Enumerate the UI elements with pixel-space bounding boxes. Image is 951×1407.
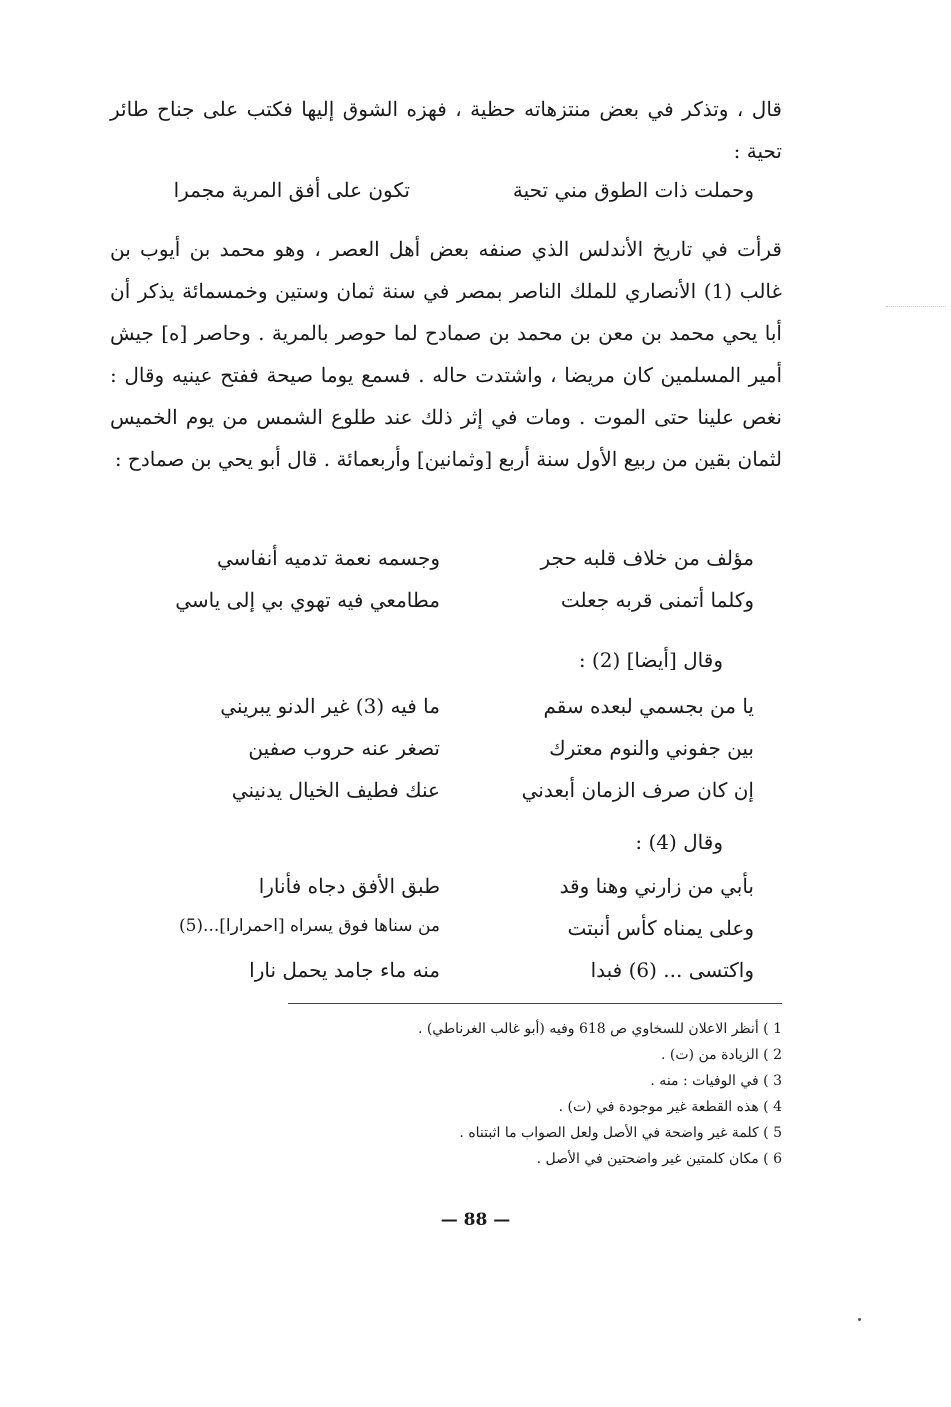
footnote: 6 ) مكان كلمتين غير واضحتين في الأصل .: [536, 1151, 782, 1167]
verse-intro-3: وقال [أيضا] (2) :: [578, 648, 723, 672]
footnote-separator: [288, 1003, 782, 1004]
verse-hemistich-first: إن كان صرف الزمان أبعدني: [521, 778, 754, 802]
verse-line: [110, 736, 782, 778]
footnote: 3 ) في الوفيات : منه .: [650, 1073, 782, 1089]
verse-hemistich-first: مؤلف من خلاف قلبه حجر: [540, 546, 754, 570]
verse-line: [110, 778, 782, 820]
footnote: 1 ) أنظر الاعلان للسخاوي ص 618 وفيه (أبو غالب الغرناطي) .: [417, 1021, 782, 1037]
verse-line: [110, 588, 782, 630]
verse-hemistich-second: تصغر عنه حروب صفين: [248, 736, 440, 760]
paragraph-2-text: قرأت في تاريخ الأندلس الذي صنفه بعض أهل العصر ، وهو محمد بن أيوب بن غالب (1) الأنصاري للملك الناصر بمصر في سنة ثمان وستين وخمسمائة يذكر أن أبا يحي محمد بن معن بن محمد بن صمادح لما حوصر بالمرية . وحاصر [ه] جيش أمير المسلمين كان مريضا ، واشتدت حاله . فسمع يوما صيحة ففتح عينيه وقال : نغص علينا حتى الموت . ومات في إثر ذلك عند طلوع الشمس من يوم الخميس لثمان بقين من ربيع الأول سنة أربع [وثمانين] وأربعمائة . قال أبو يحي بن صمادح :: [110, 237, 782, 471]
page-number: — 88 —: [440, 1210, 511, 1230]
verse-line: [110, 916, 782, 958]
verse-block-1: [110, 178, 782, 220]
verse-hemistich-second: وجسمه نعمة تدميه أنفاسي: [216, 546, 440, 570]
verse-hemistich-second: عنك فطيف الخيال يدنيني: [231, 778, 440, 802]
verse-hemistich-first: بين جفوني والنوم معترك: [549, 736, 754, 760]
footnote: 4 ) هذه القطعة غير موجودة في (ت) .: [558, 1099, 782, 1115]
verse-hemistich-second: تكون على أفق المرية مجمرا: [173, 178, 410, 202]
scan-speck: [858, 1318, 861, 1321]
paragraph-2: [110, 228, 782, 480]
verse-line: [110, 694, 782, 736]
verse-intro-4: وقال (4) :: [635, 830, 723, 854]
verse-block-4: [110, 874, 782, 1000]
footnote: 2 ) الزيادة من (ت) .: [661, 1047, 782, 1063]
verse-hemistich-second: مطامعي فيه تهوي بي إلى ياسي: [175, 588, 440, 612]
verse-hemistich-second: منه ماء جامد يحمل نارا: [249, 958, 440, 982]
verse-line: [110, 958, 782, 1000]
verse-hemistich-second: من سناها فوق يسراه [احمرارا]...(5): [178, 916, 440, 936]
verse-hemistich-first: واكتسى ... (6) فبدا: [590, 958, 754, 982]
verse-hemistich-second: طبق الأفق دجاه فأنارا: [258, 874, 440, 898]
verse-block-2: [110, 546, 782, 630]
verse-line: [110, 178, 782, 220]
verse-hemistich-first: يا من بجسمي لبعده سقم: [543, 694, 754, 718]
footnote: 5 ) كلمة غير واضحة في الأصل ولعل الصواب ما اثبتناه .: [459, 1125, 782, 1141]
scan-artifact: [886, 306, 946, 307]
verse-hemistich-first: وحملت ذات الطوق مني تحية: [512, 178, 754, 202]
verse-hemistich-first: وعلى يمناه كأس أنبتت: [567, 916, 754, 940]
paragraph-1-text: قال ، وتذكر في بعض منتزهاته حظية ، فهزه الشوق إليها فكتب على جناح طائر تحية :: [110, 97, 782, 163]
verse-line: [110, 546, 782, 588]
verse-block-3: [110, 694, 782, 820]
footnotes: [110, 1016, 782, 1172]
verse-hemistich-second: ما فيه (3) غير الدنو يبريني: [220, 694, 440, 718]
paragraph-1: [110, 88, 782, 172]
verse-line: [110, 874, 782, 916]
verse-hemistich-first: بأبي من زارني وهنا وقد: [559, 874, 754, 898]
verse-hemistich-first: وكلما أتمنى قربه جعلت: [560, 588, 754, 612]
